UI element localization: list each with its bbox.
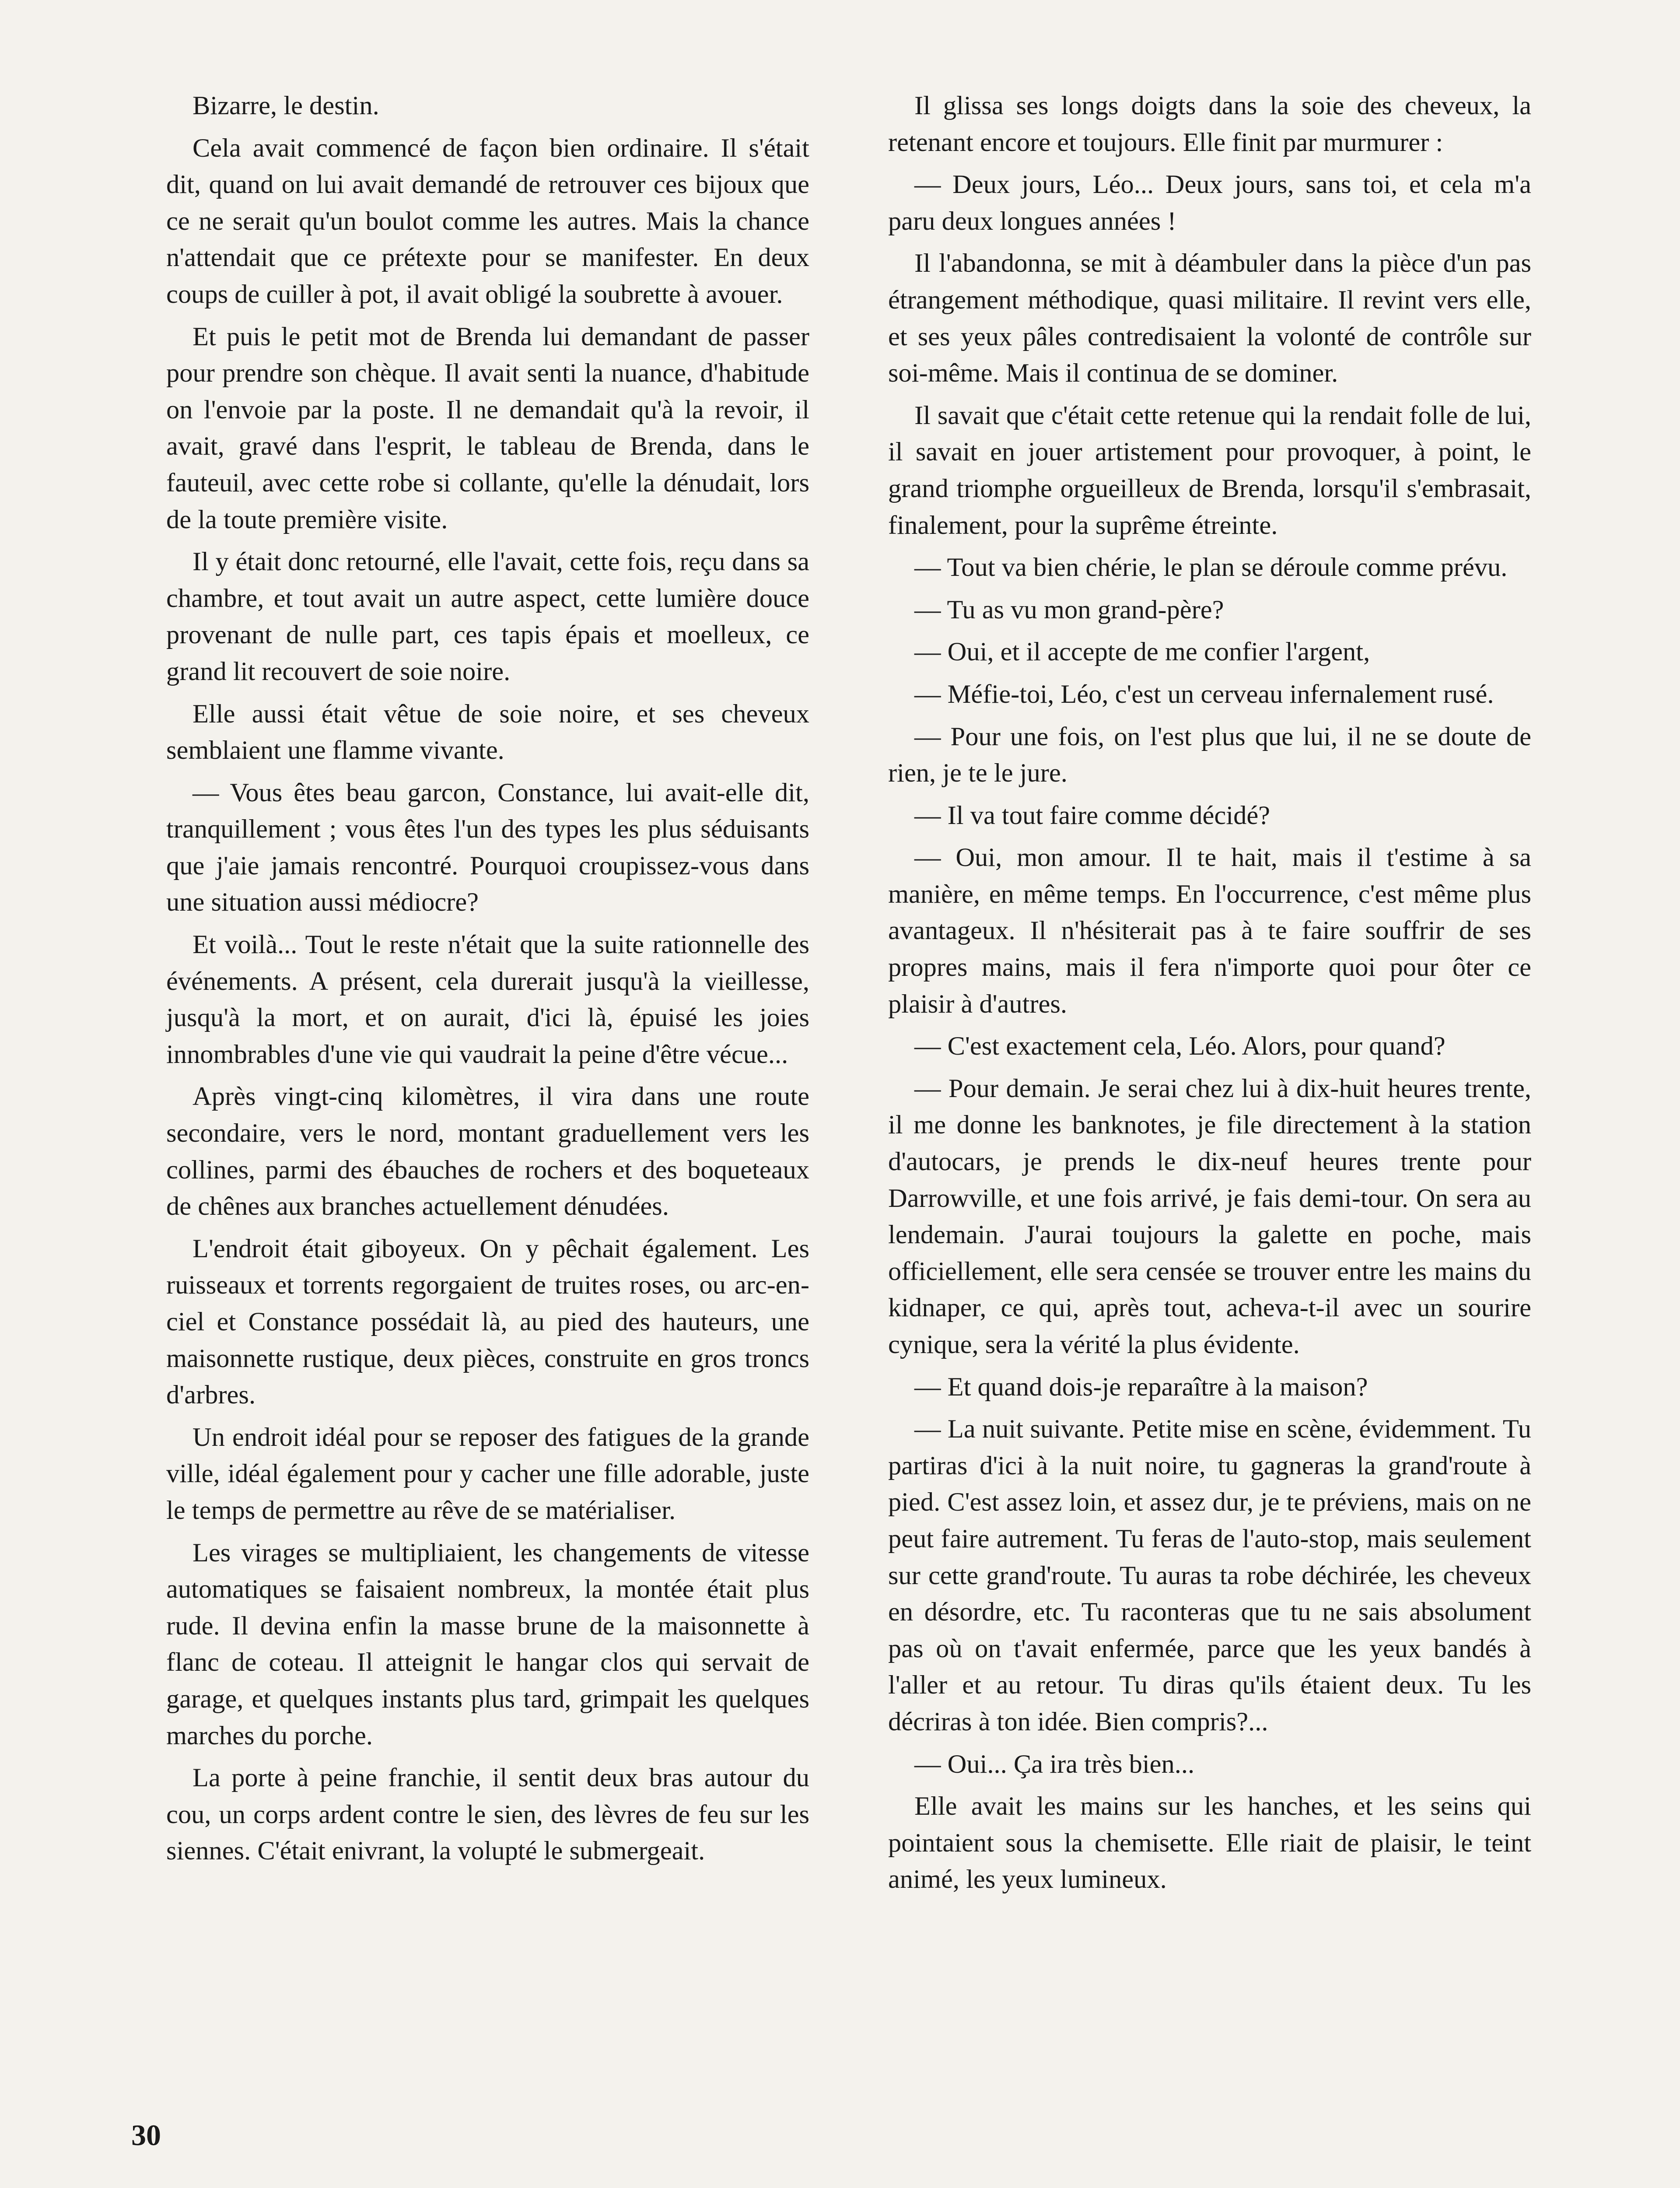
paragraph: L'endroit était giboyeux. On y pêchait également. Les ruisseaux et torrents regorgaient de truites roses, ou arc-en-ciel et Constance possédait là, au pied des hauteurs, une maisonnette rustique, deux pièces, construite en gros troncs d'arbres. — [166, 1234, 809, 1410]
paragraph: — Tout va bien chérie, le plan se déroule comme prévu. — [914, 553, 1508, 582]
paragraph: Elle avait les mains sur les hanches, et les seins qui pointaient sous la chemisette. Elle riait de plaisir, le teint animé, les yeux lumineux. — [888, 1792, 1531, 1894]
paragraph: — Oui, et il accepte de me confier l'argent, — [914, 637, 1370, 667]
right-text-column — [888, 88, 1531, 1904]
left-text-column — [166, 88, 809, 1875]
paragraph: — Vous êtes beau garcon, Constance, lui avait-elle dit, tranquillement ; vous êtes l'un des types les plus séduisants que j'aie jamais rencontré. Pourquoi croupissez-vous dans une situation aussi médiocre? — [166, 778, 809, 917]
paragraph: — La nuit suivante. Petite mise en scène, évidemment. Tu partiras d'ici à la nuit noire, tu gagneras la grand'route à pied. C'est assez loin, et assez dur, je te préviens, mais on ne peut faire autrement. Tu feras de l'auto-stop, mais seulement sur cette grand'route. Tu auras ta robe déchirée, les cheveux en désordre, etc. Tu raconteras que tu ne sais absolument pas où on t'avait enfermée, parce que les yeux bandés à l'aller et au retour. Tu diras qu'ils étaient deux. Tu les décriras à ton idée. Bien compris?... — [888, 1414, 1531, 1736]
paragraph: Les virages se multipliaient, les changements de vitesse automatiques se faisaient nombreux, la montée était plus rude. Il devina enfin la masse brune de la maisonnette à flanc de coteau. Il atteignit le hangar clos qui servait de garage, et quelques instants plus tard, grimpait les quelques marches du porche. — [166, 1538, 809, 1750]
paragraph: — C'est exactement cela, Léo. Alors, pour quand? — [914, 1031, 1446, 1061]
paragraph: Il savait que c'était cette retenue qui la rendait folle de lui, il savait en jouer artistement pour provoquer, à point, le grand triomphe orgueilleux de Brenda, lorsqu'il s'embrasait, finalement, pour la suprême étreinte. — [888, 400, 1531, 540]
paragraph: — Méfie-toi, Léo, c'est un cerveau infernalement rusé. — [914, 679, 1494, 709]
paragraph: — Deux jours, Léo... Deux jours, sans toi, et cela m'a paru deux longues années ! — [888, 170, 1531, 236]
paragraph: Elle aussi était vêtue de soie noire, et ses cheveux semblaient une flamme vivante. — [166, 699, 809, 765]
paragraph: — Et quand dois-je reparaître à la maison? — [914, 1372, 1368, 1402]
paragraph: — Il va tout faire comme décidé? — [914, 800, 1270, 830]
paragraph: Il glissa ses longs doigts dans la soie des cheveux, la retenant encore et toujours. Elle finit par murmurer : — [888, 91, 1531, 157]
paragraph: Bizarre, le destin. — [192, 91, 379, 120]
paragraph: Un endroit idéal pour se reposer des fatigues de la grande ville, idéal également pour y cacher une fille adorable, juste le temps de permettre au rêve de se matérialiser. — [166, 1422, 809, 1525]
paragraph: Après vingt-cinq kilomètres, il vira dans une route secondaire, vers le nord, montant graduellement vers les collines, parmi des ébauches de rochers et des boqueteaux de chênes aux branches actuellement dénudées. — [166, 1082, 809, 1221]
paragraph: Il y était donc retourné, elle l'avait, cette fois, reçu dans sa chambre, et tout avait un autre aspect, cette lumière douce provenant de nulle part, ces tapis épais et moelleux, ce grand lit recouvert de soie noire. — [166, 547, 809, 686]
paragraph: — Oui... Ça ira très bien... — [914, 1749, 1195, 1779]
paragraph: — Oui, mon amour. Il te hait, mais il t'estime à sa manière, en même temps. En l'occurrence, c'est même plus avantageux. Il n'hésiterait pas à te faire souffrir de ses propres mains, mais il fera n'importe quoi pour ôter ce plaisir à d'autres. — [888, 843, 1531, 1019]
paragraph: Il l'abandonna, se mit à déambuler dans la pièce d'un pas étrangement méthodique, quasi militaire. Il revint vers elle, et ses yeux pâles contredisaient la volonté de contrôle sur soi-même. Mais il continua de se dominer. — [888, 249, 1531, 388]
paragraph: — Pour une fois, on l'est plus que lui, il ne se doute de rien, je te le jure. — [888, 722, 1531, 788]
paragraph: — Tu as vu mon grand-père? — [914, 595, 1224, 624]
paragraph: Et puis le petit mot de Brenda lui demandant de passer pour prendre son chèque. Il avait senti la nuance, d'habitude on l'envoie par la poste. Il ne demandait qu'à la revoir, il avait, gravé dans l'esprit, le tableau de Brenda, dans le fauteuil, avec cette robe si collante, qu'elle la dénudait, lors de la toute première visite. — [166, 322, 809, 534]
page-number: 30 — [131, 2118, 161, 2152]
paragraph: La porte à peine franchie, il sentit deux bras autour du cou, un corps ardent contre le sien, des lèvres de feu sur les siennes. C'était enivrant, la volupté le submergeait. — [166, 1763, 809, 1866]
paragraph: Cela avait commencé de façon bien ordinaire. Il s'était dit, quand on lui avait demandé de retrouver ces bijoux que ce ne serait qu'un boulot comme les autres. Mais la chance n'attendait que ce prétexte pour se manifester. En deux coups de cuiller à pot, il avait obligé la soubrette à avouer. — [166, 133, 809, 309]
paragraph: — Pour demain. Je serai chez lui à dix-huit heures trente, il me donne les banknotes, je file directement à la station d'autocars, je prends le dix-neuf heures trente pour Darrowville, et une fois arrivé, je fais demi-tour. On sera au lendemain. J'aurai toujours la galette en poche, mais officiellement, elle sera censée se trouver entre les mains du kidnaper, ce qui, après tout, acheva-t-il avec un sourire cynique, sera la vérité la plus évidente. — [888, 1073, 1531, 1359]
paragraph: Et voilà... Tout le reste n'était que la suite rationnelle des événements. A présent, cela durerait jusqu'à la vieillesse, jusqu'à la mort, et on aurait, d'ici là, épuisé les joies innombrables d'une vie qui vaudrait la peine d'être vécue... — [166, 930, 809, 1069]
